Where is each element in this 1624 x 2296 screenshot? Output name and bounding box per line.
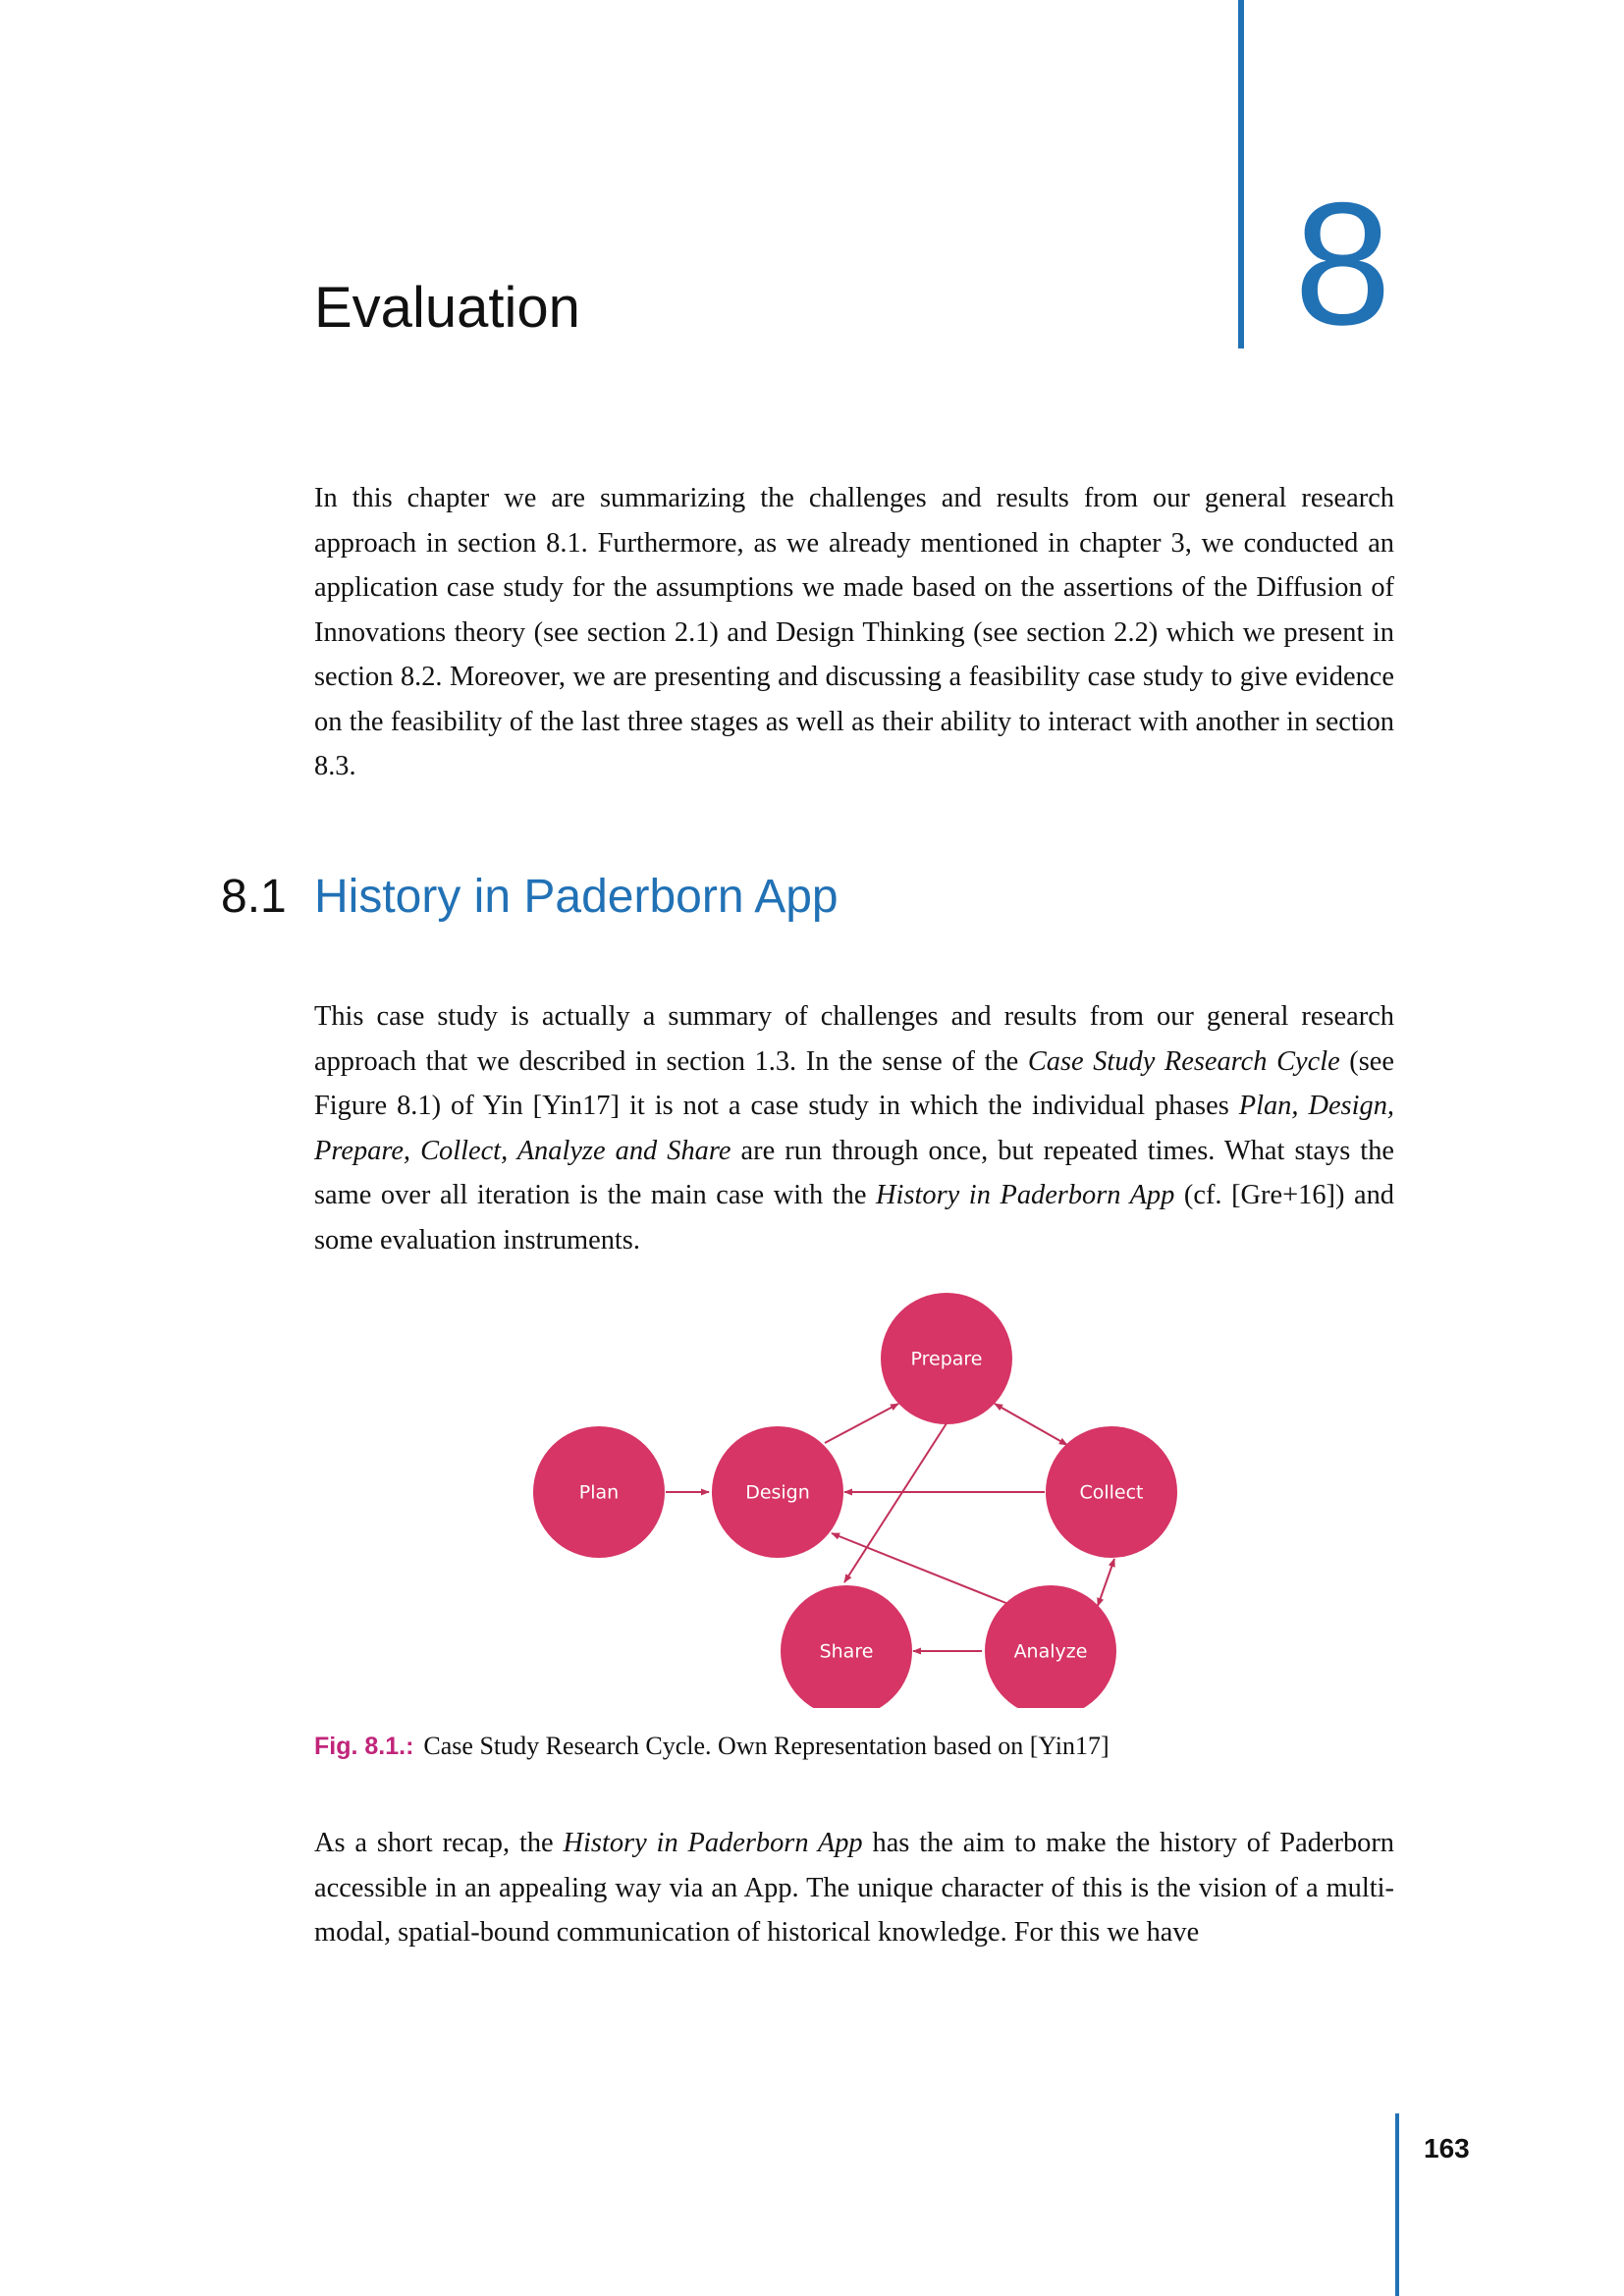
page-number: 163 (1424, 2133, 1470, 2163)
node-label-share: Share (819, 1640, 874, 1663)
para2-italic-1: History in Paderborn App (563, 1828, 863, 1858)
section-number: 8.1 (221, 871, 287, 923)
para1-text-3: are run through once, but repeated times. What stays the same over all iteration is the main case with the (314, 1135, 1394, 1210)
page-rule (1395, 2113, 1399, 2296)
para2-text-2: has the aim to make the history of Paderborn accessible in an appealing way via an App. The unique character of this is the vision of a multi-modal, spatial-bound communication of historical knowledge. For this we have (314, 1828, 1394, 1948)
caption-text: Case Study Research Cycle. Own Representation based on [Yin17] (423, 1732, 1110, 1760)
para1-italic-2: Plan, Design, Prepare, Collect, Analyze and Share (314, 1091, 1394, 1166)
node-label-plan: Plan (578, 1481, 620, 1504)
para1-text-4: (cf. [Gre+16]) and some evaluation instruments. (314, 1180, 1394, 1255)
intro-paragraph: In this chapter we are summarizing the challenges and results from our general research approach in section 8.1. Furthermore, as we already mentioned in chapter 3, we conducted an application case study for the assumptions we made based on the assertions of the Diffusion of Innovations theory (see section 2.1) and Design Thinking (see section 2.2) which we present in section 8.2. Moreover, we are presenting and discussing a feasibility case study to give evidence on the feasibility of the last three stages as well as their ability to interact with another in section 8.3. (314, 483, 1394, 781)
chapter-title: Evaluation (314, 276, 580, 340)
para1-text-2: (see Figure 8.1) of Yin [Yin17] it is not a case study in which the individual phases (314, 1045, 1394, 1121)
figure-caption (314, 1730, 1394, 1763)
section-heading (221, 871, 839, 923)
arrow-design-prepare (825, 1404, 898, 1443)
chapter-rule (1238, 0, 1244, 348)
para1-italic-1: Case Study Research Cycle (1027, 1045, 1340, 1077)
body-paragraph-2 (314, 1821, 1394, 1955)
node-label-analyze: Analyze (1013, 1640, 1088, 1663)
para1-italic-3: History in Paderborn App (876, 1180, 1175, 1210)
node-label-prepare: Prepare (910, 1348, 983, 1370)
case-study-cycle-figure (520, 1276, 1188, 1708)
section-title: History in Paderborn App (314, 871, 839, 923)
para1-text-1: This case study is actually a summary of challenges and results from our general research approach that we described in section 1.3. In the sense of the (314, 1001, 1394, 1077)
node-label-collect: Collect (1079, 1481, 1144, 1504)
chapter-number: 8 (1294, 166, 1391, 361)
arrow-collect-analyze (1098, 1559, 1114, 1606)
para2-text-1: As a short recap, the (314, 1828, 564, 1858)
node-label-design: Design (745, 1481, 810, 1504)
body-paragraph-1 (314, 994, 1394, 1262)
caption-label: Fig. 8.1.: (314, 1733, 414, 1760)
cycle-diagram (520, 1276, 1188, 1708)
arrow-prepare-collect (995, 1404, 1067, 1445)
